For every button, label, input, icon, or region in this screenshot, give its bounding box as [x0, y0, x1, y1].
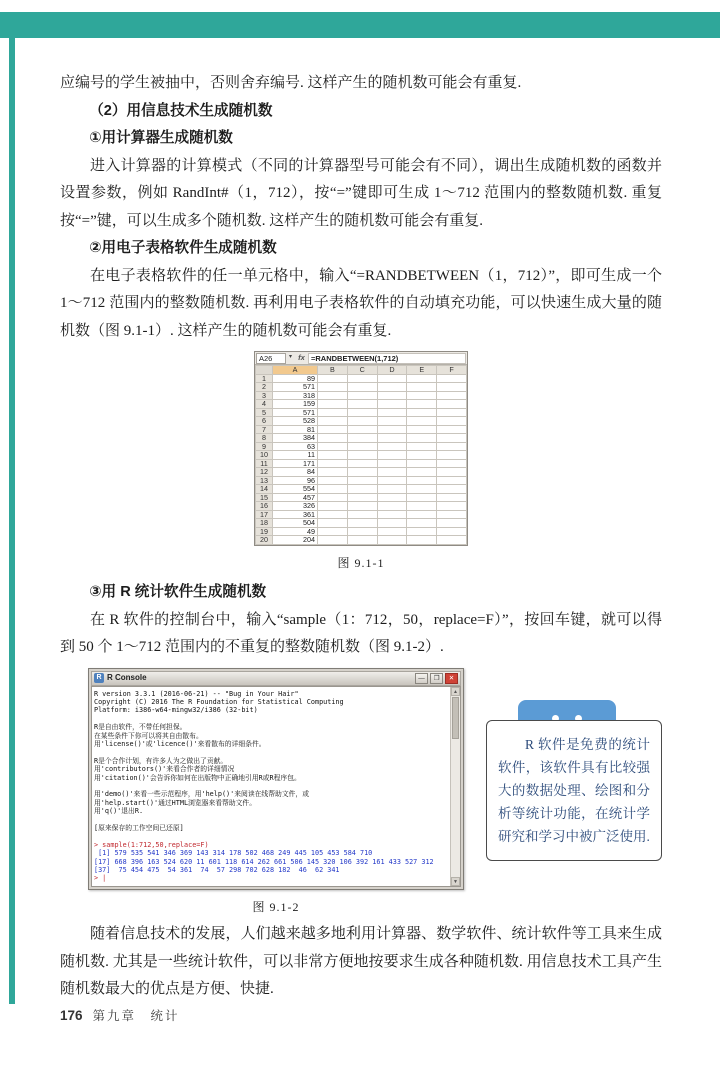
margin-note: [486, 700, 662, 861]
r-console-window: [88, 668, 464, 890]
cell-B9[interactable]: [318, 442, 348, 451]
cell-E2[interactable]: [407, 383, 437, 392]
cell-C10[interactable]: [347, 451, 377, 460]
cell-C7[interactable]: [347, 425, 377, 434]
cell-D8[interactable]: [377, 434, 407, 443]
console-text-area[interactable]: [92, 687, 450, 886]
chapter-label: 第九章 统计: [92, 1009, 180, 1023]
cell-A9[interactable]: 63: [273, 442, 318, 451]
cell-A17[interactable]: 361: [273, 510, 318, 519]
cell-A1[interactable]: 89: [273, 374, 318, 383]
cell-B5[interactable]: [318, 408, 348, 417]
cell-C19[interactable]: [347, 527, 377, 536]
row-header-3[interactable]: 3: [256, 391, 273, 400]
cell-C11[interactable]: [347, 459, 377, 468]
figure-1-caption: 图 9.1-1: [337, 555, 385, 570]
spreadsheet-row: [256, 451, 467, 460]
cell-C9[interactable]: [347, 442, 377, 451]
paragraph-spreadsheet: 在电子表格软件的任一单元格中，输入“=RANDBETWEEN（1，712）”，即可生成一个 1～712 范围内的整数随机数. 再利用电子表格软件的自动填充功能，可以快速生成大量的随机数（图 9.1-1）. 这样产生的随机数可能会有重复.: [60, 267, 662, 339]
console-line: [94, 715, 448, 723]
console-line: 用'license()'或'licence()'来看散布的详细条件。: [94, 739, 266, 748]
close-button[interactable]: ✕: [445, 673, 458, 684]
cell-E1[interactable]: [407, 374, 437, 383]
column-header-D[interactable]: D: [377, 366, 407, 375]
row-header-2[interactable]: 2: [256, 383, 273, 392]
page-footer: [60, 1006, 180, 1025]
cell-D10[interactable]: [377, 451, 407, 460]
cell-D20[interactable]: [377, 536, 407, 545]
cell-F4[interactable]: [437, 400, 467, 409]
row-header-6[interactable]: 6: [256, 417, 273, 426]
formula-input[interactable]: =RANDBETWEEN(1,712): [308, 353, 466, 364]
cell-E19[interactable]: [407, 527, 437, 536]
page-content: [60, 70, 662, 1004]
heading-r-method: ③用 R 统计软件生成随机数: [89, 584, 267, 600]
spreadsheet-row: [256, 374, 467, 383]
row-header-17[interactable]: 17: [256, 510, 273, 519]
cell-C20[interactable]: [347, 536, 377, 545]
console-line: [1] 579 535 541 346 369 143 314 178 502 468 249 445 105 453 584 710: [94, 849, 373, 858]
cell-F2[interactable]: [437, 383, 467, 392]
cell-F11[interactable]: [437, 459, 467, 468]
cell-B10[interactable]: [318, 451, 348, 460]
cell-E5[interactable]: [407, 408, 437, 417]
cell-D1[interactable]: [377, 374, 407, 383]
cell-B7[interactable]: [318, 425, 348, 434]
fx-icon: fx: [298, 353, 305, 363]
cell-F20[interactable]: [437, 536, 467, 545]
column-header-B[interactable]: B: [318, 366, 348, 375]
console-line: [37] 75 454 475 54 361 74 57 298 702 628 182 46 62 341: [94, 866, 340, 875]
row-header-16[interactable]: 16: [256, 502, 273, 511]
cell-C8[interactable]: [347, 434, 377, 443]
r-app-icon: R: [94, 673, 104, 683]
cell-D6[interactable]: [377, 417, 407, 426]
console-line: 用'demo()'来看一些示范程序，用'help()'来阅读在线帮助文件，或: [94, 790, 310, 799]
spreadsheet-row: [256, 408, 467, 417]
spreadsheet-window: [254, 351, 468, 546]
cell-D18[interactable]: [377, 519, 407, 528]
cell-D3[interactable]: [377, 391, 407, 400]
cell-C17[interactable]: [347, 510, 377, 519]
cell-D13[interactable]: [377, 476, 407, 485]
cell-A11[interactable]: 171: [273, 459, 318, 468]
spreadsheet-row: [256, 434, 467, 443]
cell-A2[interactable]: 571: [273, 383, 318, 392]
column-header-C[interactable]: C: [347, 366, 377, 375]
cell-F18[interactable]: [437, 519, 467, 528]
cell-E13[interactable]: [407, 476, 437, 485]
console-line: 在某些条件下你可以将其自由散布。: [94, 731, 203, 740]
cell-E18[interactable]: [407, 519, 437, 528]
cell-E15[interactable]: [407, 493, 437, 502]
row-header-9[interactable]: 9: [256, 442, 273, 451]
cell-F16[interactable]: [437, 502, 467, 511]
cell-B14[interactable]: [318, 485, 348, 494]
spreadsheet-row: [256, 442, 467, 451]
cell-B18[interactable]: [318, 519, 348, 528]
cell-B4[interactable]: [318, 400, 348, 409]
cell-F10[interactable]: [437, 451, 467, 460]
column-header-A[interactable]: A: [273, 366, 318, 375]
cell-B2[interactable]: [318, 383, 348, 392]
cell-A4[interactable]: 159: [273, 400, 318, 409]
row-header-13[interactable]: 13: [256, 476, 273, 485]
console-line: [94, 816, 448, 824]
cell-A18[interactable]: 504: [273, 519, 318, 528]
spreadsheet-row: [256, 527, 467, 536]
page-left-accent-strip: [9, 38, 15, 1004]
cell-F3[interactable]: [437, 391, 467, 400]
spreadsheet-row: [256, 485, 467, 494]
console-line: R是个合作计划，有许多人为之做出了贡献。: [94, 756, 228, 765]
console-line: [94, 748, 448, 756]
spreadsheet-row: [256, 502, 467, 511]
cell-D9[interactable]: [377, 442, 407, 451]
cell-A6[interactable]: 528: [273, 417, 318, 426]
figure-9-1-2: [60, 668, 662, 922]
console-line: [17] 668 396 163 524 620 11 601 118 614 262 661 506 145 320 106 392 161 433 527 312: [94, 857, 434, 866]
scroll-up-icon[interactable]: ▲: [451, 687, 460, 696]
cell-A10[interactable]: 11: [273, 451, 318, 460]
spreadsheet-row: [256, 493, 467, 502]
paragraph-r-software: 在 R 软件的控制台中，输入“sample（1：712，50，replace=F）”，按回车键，就可以得到 50 个 1～712 范围内的不重复的整数随机数（图 9.1-2）.: [60, 611, 662, 655]
cell-D12[interactable]: [377, 468, 407, 477]
cell-D11[interactable]: [377, 459, 407, 468]
row-header-12[interactable]: 12: [256, 468, 273, 477]
cell-A20[interactable]: 204: [273, 536, 318, 545]
cell-B17[interactable]: [318, 510, 348, 519]
cell-F8[interactable]: [437, 434, 467, 443]
spreadsheet-row: [256, 425, 467, 434]
spreadsheet-row: [256, 391, 467, 400]
cell-D4[interactable]: [377, 400, 407, 409]
row-header-15[interactable]: 15: [256, 493, 273, 502]
console-line: Platform: i386-w64-mingw32/i386 (32-bit): [94, 706, 258, 715]
row-header-7[interactable]: 7: [256, 425, 273, 434]
row-header-5[interactable]: 5: [256, 408, 273, 417]
cell-D14[interactable]: [377, 485, 407, 494]
scroll-thumb[interactable]: [452, 697, 459, 739]
console-line: 用'citation()'会告诉你如何在出版物中正确地引用R或R程序包。: [94, 773, 301, 782]
row-header-11[interactable]: 11: [256, 459, 273, 468]
spreadsheet-row: [256, 536, 467, 545]
cell-F9[interactable]: [437, 442, 467, 451]
spreadsheet-row: [256, 468, 467, 477]
cell-D2[interactable]: [377, 383, 407, 392]
spreadsheet-formula-bar: [255, 352, 467, 365]
cell-B3[interactable]: [318, 391, 348, 400]
console-line: 用'q()'退出R.: [94, 807, 144, 816]
row-header-19[interactable]: 19: [256, 527, 273, 536]
scroll-down-icon[interactable]: ▼: [451, 877, 460, 886]
scrollbar[interactable]: [450, 687, 460, 886]
cell-A8[interactable]: 384: [273, 434, 318, 443]
cell-C16[interactable]: [347, 502, 377, 511]
spreadsheet-row: [256, 383, 467, 392]
paragraph-closing: 随着信息技术的发展，人们越来越多地利用计算器、数学软件、统计软件等工具来生成随机数. 尤其是一些统计软件，可以非常方便地按要求生成各种随机数. 用信息技术工具产生随机数最大的优点是方便、快捷.: [60, 926, 662, 998]
note-card: [486, 720, 662, 861]
note-text: R 软件是免费的统计软件，该软件具有比较强大的数据处理、绘图和分析等统计功能，在统计学研究和学习中被广泛使用.: [498, 736, 650, 844]
cell-E12[interactable]: [407, 468, 437, 477]
cell-B8[interactable]: [318, 434, 348, 443]
cell-F19[interactable]: [437, 527, 467, 536]
cell-E6[interactable]: [407, 417, 437, 426]
cell-E11[interactable]: [407, 459, 437, 468]
cell-B6[interactable]: [318, 417, 348, 426]
select-all-corner[interactable]: [256, 366, 273, 375]
name-box-dropdown-icon[interactable]: ▾: [288, 354, 292, 361]
cell-B12[interactable]: [318, 468, 348, 477]
cell-E10[interactable]: [407, 451, 437, 460]
figure-9-1-1: [254, 351, 468, 577]
cell-C15[interactable]: [347, 493, 377, 502]
column-header-E[interactable]: E: [407, 366, 437, 375]
cell-F14[interactable]: [437, 485, 467, 494]
cell-E16[interactable]: [407, 502, 437, 511]
cell-D7[interactable]: [377, 425, 407, 434]
cell-C2[interactable]: [347, 383, 377, 392]
cell-A16[interactable]: 326: [273, 502, 318, 511]
cell-B13[interactable]: [318, 476, 348, 485]
paragraph-continuation: 应编号的学生被抽中，否则舍弃编号. 这样产生的随机数可能会有重复.: [60, 75, 522, 91]
cell-B15[interactable]: [318, 493, 348, 502]
console-line: [94, 832, 448, 840]
console-line: > |: [94, 874, 107, 883]
cell-F6[interactable]: [437, 417, 467, 426]
row-header-20[interactable]: 20: [256, 536, 273, 545]
maximize-button[interactable]: ❐: [430, 673, 443, 684]
console-line: 用'help.start()'通过HTML浏览器来看帮助文件。: [94, 798, 257, 807]
row-header-18[interactable]: 18: [256, 519, 273, 528]
cell-name-box[interactable]: A26: [256, 353, 286, 364]
page-number: 176: [60, 1008, 83, 1023]
cell-E14[interactable]: [407, 485, 437, 494]
cell-E9[interactable]: [407, 442, 437, 451]
console-body: [91, 686, 461, 887]
cell-B11[interactable]: [318, 459, 348, 468]
paragraph-calculator: 进入计算器的计算模式（不同的计算器型号可能会有不同），调出生成随机数的函数并设置参数，例如 RandInt#（1，712），按“=”键即可生成 1～712 范围内的整数随机数. 重复按“=”键，可以生成多个随机数. 这样产生的随机数可能会有重复.: [60, 157, 662, 229]
spreadsheet-grid[interactable]: [255, 365, 467, 545]
cell-B19[interactable]: [318, 527, 348, 536]
cell-F7[interactable]: [437, 425, 467, 434]
row-header-4[interactable]: 4: [256, 400, 273, 409]
spreadsheet-row: [256, 510, 467, 519]
cell-C1[interactable]: [347, 374, 377, 383]
cell-D5[interactable]: [377, 408, 407, 417]
cell-A14[interactable]: 554: [273, 485, 318, 494]
cell-F15[interactable]: [437, 493, 467, 502]
minimize-button[interactable]: —: [415, 673, 428, 684]
cell-A15[interactable]: 457: [273, 493, 318, 502]
console-line: R是自由软件，不带任何担保。: [94, 723, 187, 732]
cell-E8[interactable]: [407, 434, 437, 443]
cell-E20[interactable]: [407, 536, 437, 545]
cell-B1[interactable]: [318, 374, 348, 383]
row-header-1[interactable]: 1: [256, 374, 273, 383]
cell-C13[interactable]: [347, 476, 377, 485]
console-line: R version 3.3.1 (2016-06-21) -- "Bug in Your Hair": [94, 689, 299, 698]
cell-C18[interactable]: [347, 519, 377, 528]
cell-A19[interactable]: 49: [273, 527, 318, 536]
row-header-10[interactable]: 10: [256, 451, 273, 460]
heading-spreadsheet-method: ②用电子表格软件生成随机数: [89, 240, 277, 256]
cell-D19[interactable]: [377, 527, 407, 536]
row-header-14[interactable]: 14: [256, 485, 273, 494]
cell-A12[interactable]: 84: [273, 468, 318, 477]
cell-A7[interactable]: 81: [273, 425, 318, 434]
window-title: R Console: [107, 673, 147, 683]
cell-A3[interactable]: 318: [273, 391, 318, 400]
cell-F17[interactable]: [437, 510, 467, 519]
cell-E17[interactable]: [407, 510, 437, 519]
spreadsheet-row: [256, 459, 467, 468]
cell-C14[interactable]: [347, 485, 377, 494]
console-line: Copyright (C) 2016 The R Foundation for Statistical Computing: [94, 697, 344, 706]
cell-C6[interactable]: [347, 417, 377, 426]
cell-B20[interactable]: [318, 536, 348, 545]
spreadsheet-row: [256, 519, 467, 528]
page-top-accent-band: [0, 12, 720, 38]
spreadsheet-row: [256, 417, 467, 426]
spreadsheet-row: [256, 476, 467, 485]
column-header-F[interactable]: F: [437, 366, 467, 375]
cell-D17[interactable]: [377, 510, 407, 519]
cell-A13[interactable]: 96: [273, 476, 318, 485]
cell-C3[interactable]: [347, 391, 377, 400]
cell-F5[interactable]: [437, 408, 467, 417]
console-line: 用'contributors()'来看合作者的详细情况: [94, 765, 235, 774]
heading-calculator-method: ①用计算器生成随机数: [89, 130, 233, 146]
console-line: [原来保存的工作空间已还原]: [94, 824, 184, 832]
cell-C5[interactable]: [347, 408, 377, 417]
r-console-figure: [88, 668, 464, 922]
spreadsheet-row: [256, 400, 467, 409]
cell-D15[interactable]: [377, 493, 407, 502]
cell-A5[interactable]: 571: [273, 408, 318, 417]
cell-F12[interactable]: [437, 468, 467, 477]
cell-C12[interactable]: [347, 468, 377, 477]
cell-B16[interactable]: [318, 502, 348, 511]
console-line: > sample(1:712,50,replace=F): [94, 840, 209, 849]
cell-C4[interactable]: [347, 400, 377, 409]
cell-F1[interactable]: [437, 374, 467, 383]
r-console-titlebar[interactable]: [91, 671, 461, 686]
cell-D16[interactable]: [377, 502, 407, 511]
cell-F13[interactable]: [437, 476, 467, 485]
scroll-track[interactable]: [451, 740, 460, 877]
heading-info-tech: （2）用信息技术生成随机数: [89, 102, 273, 119]
cell-E3[interactable]: [407, 391, 437, 400]
figure-2-caption: 图 9.1-2: [252, 899, 300, 914]
cell-E4[interactable]: [407, 400, 437, 409]
cell-E7[interactable]: [407, 425, 437, 434]
row-header-8[interactable]: 8: [256, 434, 273, 443]
